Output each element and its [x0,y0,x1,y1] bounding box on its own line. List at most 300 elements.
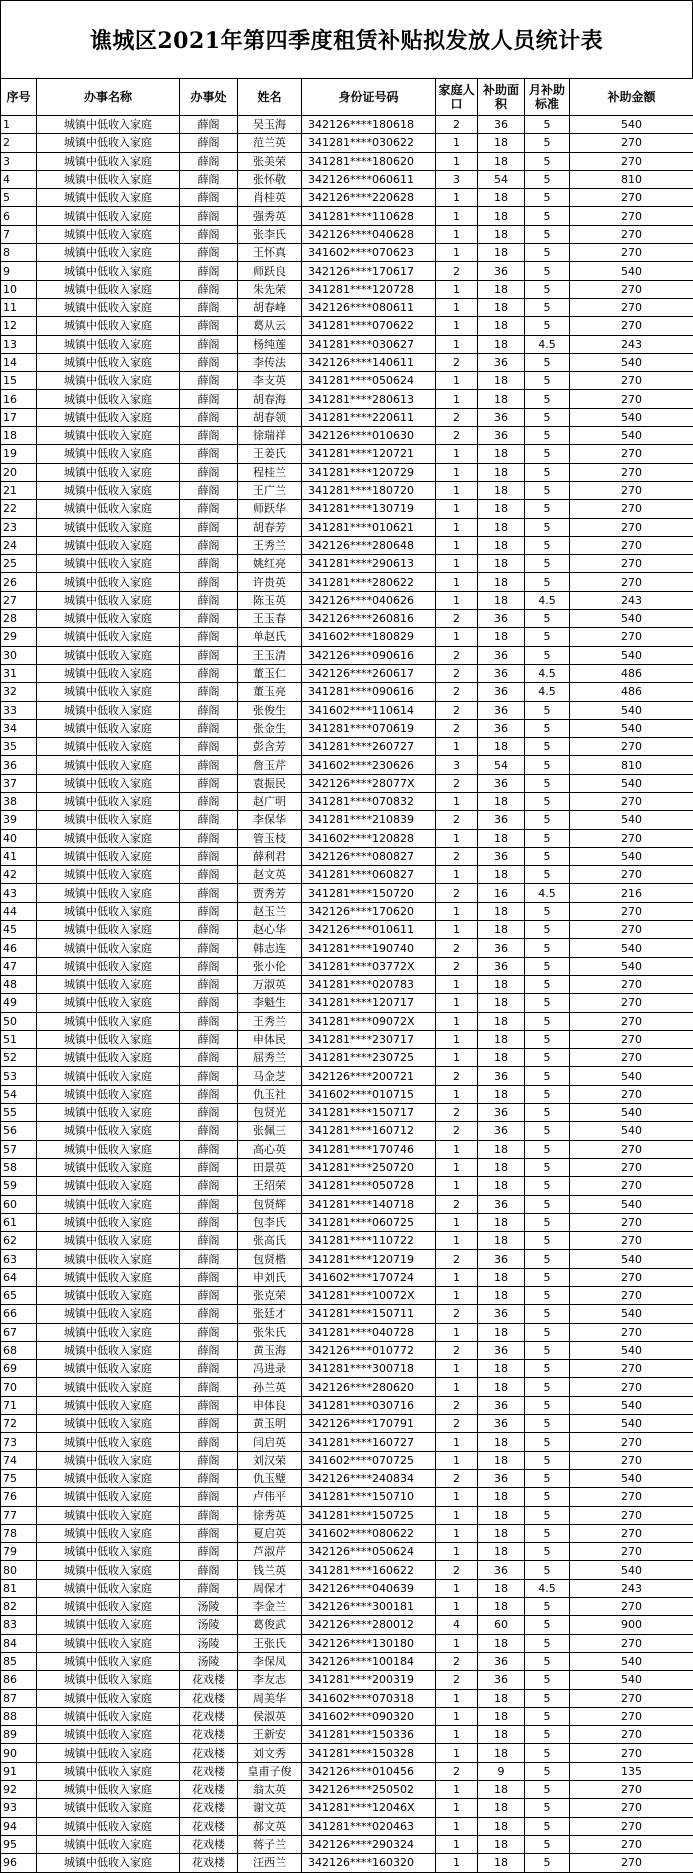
cell-category: 城镇中低收入家庭 [37,1835,180,1853]
cell-household-size: 1 [436,1543,478,1561]
cell-id-number: 341281****160622 [302,1561,436,1579]
cell-office: 薛阁 [180,1158,238,1176]
cell-id-number: 342126****010456 [302,1762,436,1780]
cell-name: 李友志 [238,1671,302,1689]
cell-name: 闫启英 [238,1433,302,1451]
header-subsidy-area: 补助面积 [478,79,525,116]
table-row [1,1378,693,1396]
cell-office: 薛阁 [180,170,238,188]
cell-household-size: 1 [436,1158,478,1176]
table-row [1,1177,693,1195]
cell-category: 城镇中低收入家庭 [37,134,180,152]
table-row [1,500,693,518]
cell-household-size: 2 [436,353,478,371]
cell-subsidy-area: 36 [478,1469,525,1487]
cell-category: 城镇中低收入家庭 [37,1012,180,1030]
cell-subsidy-area: 18 [478,975,525,993]
cell-subsidy-amount: 270 [570,1598,693,1616]
cell-office: 薛阁 [180,994,238,1012]
cell-index: 47 [1,957,37,975]
cell-subsidy-area: 18 [478,1799,525,1817]
cell-office: 薛阁 [180,939,238,957]
cell-id-number: 341281****160712 [302,1122,436,1140]
cell-household-size: 1 [436,1177,478,1195]
cell-household-size: 1 [436,1488,478,1506]
cell-subsidy-amount: 540 [570,1341,693,1359]
cell-index: 56 [1,1122,37,1140]
cell-subsidy-area: 18 [478,1781,525,1799]
cell-subsidy-amount: 270 [570,1524,693,1542]
table-row [1,207,693,225]
cell-index: 54 [1,1085,37,1103]
table-row [1,957,693,975]
cell-office: 花戏楼 [180,1726,238,1744]
cell-id-number: 341281****020463 [302,1817,436,1835]
cell-household-size: 2 [436,811,478,829]
cell-office: 薛阁 [180,573,238,591]
cell-index: 87 [1,1689,37,1707]
cell-category: 城镇中低收入家庭 [37,847,180,865]
cell-id-number: 341281****120729 [302,463,436,481]
cell-name: 包李氏 [238,1213,302,1231]
cell-household-size: 1 [436,317,478,335]
table-row [1,1671,693,1689]
cell-subsidy-amount: 270 [570,1232,693,1250]
cell-id-number: 341281****250720 [302,1158,436,1176]
cell-index: 43 [1,884,37,902]
cell-subsidy-amount: 270 [570,1012,693,1030]
cell-index: 62 [1,1232,37,1250]
cell-name: 吴玉海 [238,116,302,134]
cell-monthly-rate: 5 [525,1488,570,1506]
table-row [1,335,693,353]
cell-monthly-rate: 4.5 [525,335,570,353]
cell-index: 63 [1,1250,37,1268]
cell-name: 侯淑英 [238,1707,302,1725]
cell-household-size: 1 [436,189,478,207]
cell-id-number: 341281****060827 [302,866,436,884]
subsidy-table [0,78,693,1873]
cell-office: 薛阁 [180,921,238,939]
table-row [1,1707,693,1725]
cell-id-number: 341281****220611 [302,408,436,426]
cell-household-size: 1 [436,1140,478,1158]
cell-monthly-rate: 5 [525,1305,570,1323]
cell-monthly-rate: 5 [525,518,570,536]
cell-office: 薛阁 [180,262,238,280]
cell-id-number: 341281****110628 [302,207,436,225]
cell-index: 1 [1,116,37,134]
cell-subsidy-amount: 540 [570,353,693,371]
cell-name: 张怀敬 [238,170,302,188]
cell-office: 花戏楼 [180,1835,238,1853]
cell-category: 城镇中低收入家庭 [37,1634,180,1652]
table-row [1,1469,693,1487]
cell-id-number: 342126****010611 [302,921,436,939]
cell-category: 城镇中低收入家庭 [37,866,180,884]
cell-subsidy-area: 18 [478,738,525,756]
table-row [1,756,693,774]
cell-household-size: 1 [436,1744,478,1762]
cell-name: 徐秀英 [238,1506,302,1524]
cell-index: 9 [1,262,37,280]
cell-office: 薛阁 [180,1579,238,1597]
cell-index: 68 [1,1341,37,1359]
cell-subsidy-area: 18 [478,1817,525,1835]
cell-index: 72 [1,1415,37,1433]
table-row [1,280,693,298]
cell-office: 花戏楼 [180,1817,238,1835]
cell-subsidy-area: 18 [478,866,525,884]
cell-index: 11 [1,298,37,316]
cell-monthly-rate: 5 [525,1067,570,1085]
cell-name: 肖桂英 [238,189,302,207]
cell-index: 29 [1,628,37,646]
cell-subsidy-amount: 270 [570,866,693,884]
cell-id-number: 342126****250502 [302,1781,436,1799]
cell-office: 薛阁 [180,152,238,170]
cell-subsidy-area: 18 [478,463,525,481]
table-row [1,555,693,573]
cell-category: 城镇中低收入家庭 [37,1744,180,1762]
cell-subsidy-area: 54 [478,756,525,774]
cell-office: 薛阁 [180,280,238,298]
table-row [1,317,693,335]
cell-subsidy-amount: 540 [570,1250,693,1268]
cell-monthly-rate: 5 [525,1195,570,1213]
cell-subsidy-amount: 270 [570,189,693,207]
cell-subsidy-area: 18 [478,1287,525,1305]
table-row [1,1726,693,1744]
cell-monthly-rate: 5 [525,317,570,335]
cell-subsidy-area: 18 [478,481,525,499]
cell-monthly-rate: 5 [525,408,570,426]
cell-index: 44 [1,902,37,920]
cell-office: 薛阁 [180,1122,238,1140]
table-row [1,427,693,445]
cell-subsidy-amount: 270 [570,902,693,920]
cell-office: 薛阁 [180,225,238,243]
cell-category: 城镇中低收入家庭 [37,536,180,554]
cell-monthly-rate: 5 [525,756,570,774]
table-row [1,1598,693,1616]
cell-id-number: 341281****050728 [302,1177,436,1195]
cell-id-number: 342126****170620 [302,902,436,920]
cell-subsidy-area: 36 [478,408,525,426]
cell-subsidy-area: 18 [478,1854,525,1872]
cell-household-size: 2 [436,939,478,957]
cell-subsidy-amount: 270 [570,1854,693,1872]
cell-household-size: 2 [436,262,478,280]
cell-office: 薛阁 [180,628,238,646]
cell-id-number: 341281****060725 [302,1213,436,1231]
cell-category: 城镇中低收入家庭 [37,1415,180,1433]
table-row [1,463,693,481]
table-row [1,811,693,829]
cell-category: 城镇中低收入家庭 [37,1561,180,1579]
cell-subsidy-area: 36 [478,262,525,280]
cell-index: 85 [1,1652,37,1670]
cell-subsidy-amount: 540 [570,1469,693,1487]
cell-subsidy-amount: 270 [570,390,693,408]
cell-monthly-rate: 5 [525,1634,570,1652]
cell-household-size: 1 [436,1689,478,1707]
cell-office: 薛阁 [180,1360,238,1378]
cell-monthly-rate: 5 [525,957,570,975]
cell-category: 城镇中低收入家庭 [37,975,180,993]
cell-id-number: 341281****10072X [302,1287,436,1305]
table-row [1,1213,693,1231]
cell-index: 74 [1,1451,37,1469]
table-row [1,244,693,262]
cell-household-size: 1 [436,134,478,152]
cell-name: 胡春领 [238,408,302,426]
table-row [1,1451,693,1469]
cell-monthly-rate: 5 [525,719,570,737]
cell-office: 花戏楼 [180,1707,238,1725]
cell-name: 田景英 [238,1158,302,1176]
cell-category: 城镇中低收入家庭 [37,1030,180,1048]
cell-office: 薛阁 [180,1415,238,1433]
cell-monthly-rate: 5 [525,847,570,865]
cell-office: 薛阁 [180,1378,238,1396]
table-row [1,683,693,701]
cell-monthly-rate: 5 [525,1250,570,1268]
cell-subsidy-area: 36 [478,774,525,792]
cell-category: 城镇中低收入家庭 [37,756,180,774]
table-row [1,975,693,993]
cell-monthly-rate: 5 [525,975,570,993]
cell-name: 周美华 [238,1689,302,1707]
cell-category: 城镇中低收入家庭 [37,280,180,298]
cell-household-size: 1 [436,335,478,353]
cell-category: 城镇中低收入家庭 [37,1762,180,1780]
cell-subsidy-amount: 270 [570,1213,693,1231]
cell-subsidy-amount: 270 [570,372,693,390]
cell-household-size: 1 [436,1360,478,1378]
cell-subsidy-area: 36 [478,610,525,628]
cell-index: 31 [1,664,37,682]
table-row [1,1781,693,1799]
cell-name: 谢文英 [238,1799,302,1817]
cell-monthly-rate: 5 [525,1707,570,1725]
cell-monthly-rate: 5 [525,1378,570,1396]
cell-id-number: 341281****070832 [302,792,436,810]
cell-monthly-rate: 5 [525,1762,570,1780]
table-row [1,939,693,957]
cell-category: 城镇中低收入家庭 [37,1140,180,1158]
cell-id-number: 342126****28077X [302,774,436,792]
cell-id-number: 342126****260816 [302,610,436,628]
cell-office: 薛阁 [180,847,238,865]
cell-id-number: 342126****010630 [302,427,436,445]
cell-monthly-rate: 5 [525,1799,570,1817]
cell-office: 薛阁 [180,481,238,499]
cell-index: 30 [1,646,37,664]
cell-category: 城镇中低收入家庭 [37,1506,180,1524]
cell-name: 汪西兰 [238,1854,302,1872]
cell-name: 姚红亮 [238,555,302,573]
cell-name: 申刘氏 [238,1268,302,1286]
cell-name: 胡春峰 [238,298,302,316]
cell-office: 薛阁 [180,353,238,371]
cell-monthly-rate: 5 [525,1396,570,1414]
cell-subsidy-amount: 270 [570,1488,693,1506]
table-row [1,628,693,646]
cell-name: 马金芝 [238,1067,302,1085]
cell-subsidy-area: 60 [478,1616,525,1634]
table-row [1,701,693,719]
cell-index: 94 [1,1817,37,1835]
cell-subsidy-area: 36 [478,1652,525,1670]
cell-office: 薛阁 [180,610,238,628]
cell-category: 城镇中低收入家庭 [37,1287,180,1305]
cell-subsidy-amount: 540 [570,957,693,975]
table-row [1,774,693,792]
cell-id-number: 342126****170791 [302,1415,436,1433]
cell-name: 赵广明 [238,792,302,810]
cell-office: 花戏楼 [180,1781,238,1799]
cell-subsidy-amount: 486 [570,664,693,682]
cell-household-size: 1 [436,372,478,390]
cell-subsidy-area: 36 [478,1067,525,1085]
cell-office: 薛阁 [180,189,238,207]
cell-id-number: 341281****120728 [302,280,436,298]
cell-id-number: 341281****260727 [302,738,436,756]
cell-subsidy-amount: 540 [570,262,693,280]
cell-id-number: 341281****070619 [302,719,436,737]
cell-id-number: 341281****030716 [302,1396,436,1414]
cell-monthly-rate: 5 [525,1122,570,1140]
table-row [1,921,693,939]
cell-subsidy-amount: 270 [570,1781,693,1799]
cell-monthly-rate: 5 [525,1287,570,1305]
cell-category: 城镇中低收入家庭 [37,1707,180,1725]
cell-category: 城镇中低收入家庭 [37,719,180,737]
cell-name: 强秀英 [238,207,302,225]
cell-index: 40 [1,829,37,847]
cell-id-number: 341281****030627 [302,335,436,353]
cell-monthly-rate: 5 [525,1817,570,1835]
cell-subsidy-area: 18 [478,335,525,353]
cell-category: 城镇中低收入家庭 [37,1104,180,1122]
cell-category: 城镇中低收入家庭 [37,610,180,628]
cell-index: 64 [1,1268,37,1286]
cell-subsidy-area: 36 [478,957,525,975]
cell-subsidy-amount: 270 [570,1835,693,1853]
cell-index: 33 [1,701,37,719]
cell-monthly-rate: 5 [525,536,570,554]
cell-household-size: 2 [436,646,478,664]
cell-category: 城镇中低收入家庭 [37,1195,180,1213]
cell-id-number: 341281****150720 [302,884,436,902]
cell-subsidy-area: 18 [478,298,525,316]
cell-name: 刘汉荣 [238,1451,302,1469]
cell-household-size: 1 [436,902,478,920]
cell-id-number: 341602****180829 [302,628,436,646]
cell-office: 薛阁 [180,1287,238,1305]
cell-id-number: 341281****180620 [302,152,436,170]
cell-category: 城镇中低收入家庭 [37,591,180,609]
cell-subsidy-amount: 540 [570,847,693,865]
cell-index: 42 [1,866,37,884]
cell-index: 77 [1,1506,37,1524]
cell-household-size: 1 [436,518,478,536]
cell-index: 65 [1,1287,37,1305]
cell-id-number: 342126****170617 [302,262,436,280]
cell-household-size: 1 [436,1451,478,1469]
cell-name: 王玉清 [238,646,302,664]
cell-subsidy-amount: 540 [570,939,693,957]
cell-name: 葛俊武 [238,1616,302,1634]
table-row [1,646,693,664]
cell-category: 城镇中低收入家庭 [37,1177,180,1195]
cell-name: 屈秀兰 [238,1049,302,1067]
cell-index: 84 [1,1634,37,1652]
cell-office: 薛阁 [180,884,238,902]
cell-household-size: 1 [436,500,478,518]
cell-id-number: 341281****150711 [302,1305,436,1323]
cell-index: 70 [1,1378,37,1396]
cell-household-size: 2 [436,1415,478,1433]
cell-name: 黄玉海 [238,1341,302,1359]
cell-subsidy-amount: 270 [570,317,693,335]
cell-index: 6 [1,207,37,225]
cell-index: 67 [1,1323,37,1341]
cell-subsidy-amount: 270 [570,1744,693,1762]
cell-monthly-rate: 5 [525,939,570,957]
cell-monthly-rate: 5 [525,390,570,408]
table-row [1,1854,693,1872]
cell-index: 50 [1,1012,37,1030]
cell-category: 城镇中低收入家庭 [37,1122,180,1140]
cell-office: 薛阁 [180,555,238,573]
cell-monthly-rate: 5 [525,866,570,884]
table-row [1,298,693,316]
cell-id-number: 341281****210839 [302,811,436,829]
cell-household-size: 1 [436,244,478,262]
cell-subsidy-amount: 270 [570,994,693,1012]
cell-category: 城镇中低收入家庭 [37,664,180,682]
cell-household-size: 1 [436,1085,478,1103]
cell-subsidy-area: 18 [478,902,525,920]
cell-subsidy-area: 18 [478,1634,525,1652]
cell-office: 薛阁 [180,1561,238,1579]
cell-monthly-rate: 5 [525,1360,570,1378]
cell-id-number: 341602****070318 [302,1689,436,1707]
cell-monthly-rate: 5 [525,1854,570,1872]
cell-monthly-rate: 5 [525,116,570,134]
table-row [1,1835,693,1853]
cell-office: 薛阁 [180,664,238,682]
cell-office: 薛阁 [180,774,238,792]
cell-office: 薛阁 [180,134,238,152]
cell-office: 薛阁 [180,1177,238,1195]
cell-category: 城镇中低收入家庭 [37,1378,180,1396]
cell-category: 城镇中低收入家庭 [37,1598,180,1616]
cell-index: 60 [1,1195,37,1213]
table-row [1,390,693,408]
cell-office: 薛阁 [180,335,238,353]
cell-subsidy-amount: 270 [570,1506,693,1524]
table-row [1,1506,693,1524]
cell-subsidy-area: 18 [478,1085,525,1103]
cell-id-number: 341281****150336 [302,1726,436,1744]
cell-subsidy-area: 36 [478,1341,525,1359]
cell-subsidy-amount: 540 [570,719,693,737]
header-office: 办事处 [180,79,238,116]
cell-office: 薛阁 [180,756,238,774]
